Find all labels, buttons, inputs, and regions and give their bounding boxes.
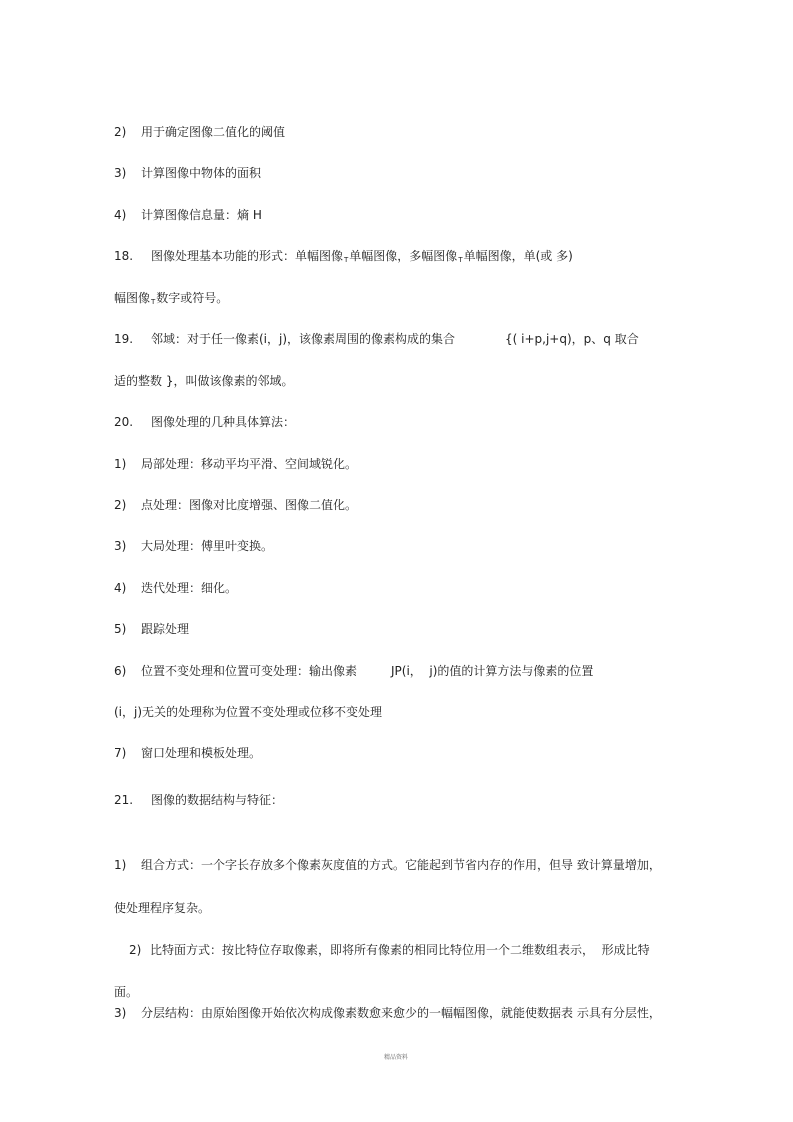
item-number: 2)	[114, 125, 127, 139]
item-text: 图像处理的几种具体算法：	[151, 415, 296, 429]
item-text: 计算图像信息量：熵 H	[141, 208, 262, 222]
item-number: 20.	[114, 415, 134, 429]
item-21-data-structure	[114, 792, 284, 808]
item-text: (i，j)无关的处理称为位置不变处理或位移不变处理	[114, 705, 383, 719]
item-number: 6)	[114, 664, 127, 678]
item-2-bitplane	[129, 942, 650, 958]
item-number: 2)	[129, 943, 142, 957]
item-number: 7)	[114, 746, 127, 760]
item-number: 5)	[114, 622, 127, 636]
item-text: 计算图像中物体的面积	[141, 166, 262, 180]
item-3-hierarchical	[114, 1005, 661, 1021]
item-3-area	[114, 165, 262, 181]
item-text: 组合方式：一个字长存放多个像素灰度值的方式。它能起到节省内存的作用，但导 致计算量增加，	[141, 858, 661, 872]
subscript-t: T	[151, 298, 156, 306]
item-2-continuation	[114, 984, 138, 1000]
item-text: 使处理程序复杂。	[114, 901, 211, 915]
item-formula: {( i+p,j+q)，p、q 取合	[505, 332, 639, 346]
item-number: 21.	[114, 793, 134, 807]
item-1-combination	[114, 857, 661, 873]
item-3-global	[114, 538, 274, 554]
item-text: 邻域：对于任一像素(i，j)，该像素周围的像素构成的集合	[151, 332, 456, 346]
text-segment: 数字或符号。	[156, 291, 229, 305]
item-text: 适的整数 }，叫做该像素的邻域。	[114, 374, 294, 388]
item-number: 19.	[114, 332, 134, 346]
item-19-continuation	[114, 373, 293, 389]
item-2-threshold	[114, 124, 286, 140]
text-segment: 幅图像	[114, 291, 151, 305]
item-text	[151, 248, 573, 268]
item-text: 比特面方式：按比特位存取像素，即将所有像素的相同比特位用一个二维数组表示， 形成比特	[150, 943, 650, 957]
item-1-continuation	[114, 900, 210, 916]
item-19-neighborhood	[114, 331, 639, 347]
item-number: 1)	[114, 457, 127, 471]
item-number: 3)	[114, 1006, 127, 1020]
item-6-position	[114, 663, 594, 679]
item-number: 1)	[114, 858, 127, 872]
item-number: 18.	[114, 249, 134, 263]
item-18-continuation	[114, 290, 228, 310]
item-text: 点处理：图像对比度增强、图像二值化。	[141, 498, 358, 512]
subscript-t: T	[344, 256, 349, 264]
item-number: 4)	[114, 208, 127, 222]
page-footer: 精品资料	[384, 1054, 409, 1061]
item-text: 面。	[114, 985, 139, 999]
item-text: 图像的数据结构与特征：	[151, 793, 284, 807]
item-6-continuation	[114, 704, 382, 720]
item-7-window	[114, 745, 262, 761]
item-text: 窗口处理和模板处理。	[141, 746, 262, 760]
item-text: 分层结构：由原始图像开始依次构成像素数愈来愈少的一幅幅图像，就能使数据表 示具有分层性，	[141, 1006, 661, 1020]
item-number: 3)	[114, 539, 127, 553]
item-4-iterative	[114, 580, 238, 596]
text-segment: 单幅图像，单(或 多)	[463, 249, 573, 263]
item-1-local	[114, 456, 358, 472]
item-text: 大局处理：傅里叶变换。	[141, 539, 274, 553]
item-number: 4)	[114, 581, 127, 595]
item-text: 位置不变处理和位置可变处理：输出像素	[141, 664, 358, 678]
item-text: 跟踪处理	[141, 622, 190, 636]
item-4-entropy	[114, 207, 262, 223]
item-formula: JP(i， j)的值的计算方法与像素的位置	[391, 664, 594, 678]
item-text: 局部处理：移动平均平滑、空间域锐化。	[141, 457, 358, 471]
subscript-t: T	[458, 256, 463, 264]
item-5-tracking	[114, 621, 190, 637]
item-20-algorithms	[114, 414, 296, 430]
item-18-basic-functions	[114, 248, 573, 264]
item-2-point	[114, 497, 358, 513]
item-text: 用于确定图像二值化的阈值	[141, 125, 286, 139]
text-segment: 单幅图像，多幅图像	[349, 249, 458, 263]
text-segment: 图像处理基本功能的形式：单幅图像	[151, 249, 344, 263]
item-text: 迭代处理：细化。	[141, 581, 238, 595]
item-number: 3)	[114, 166, 127, 180]
item-number: 2)	[114, 498, 127, 512]
